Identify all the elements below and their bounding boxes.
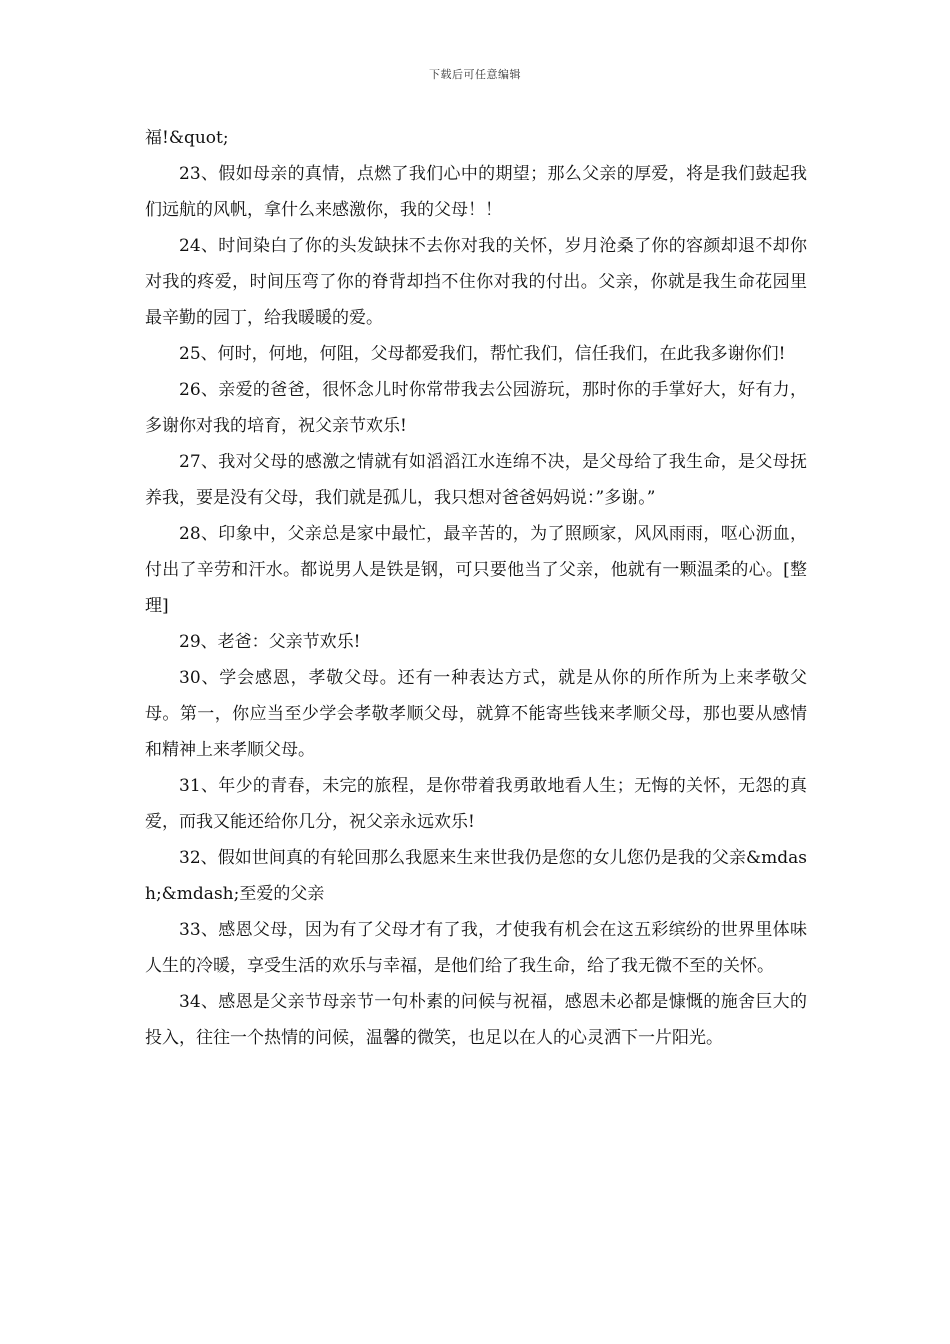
paragraph: 30、学会感恩，孝敬父母。还有一种表达方式，就是从你的所作所为上来孝敬父母。第一，你应当至少学会孝敬孝顺父母，就算不能寄些钱来孝顺父母，那也要从感情和精神上来孝顺父母。 (145, 668, 807, 760)
paragraph: 33、感恩父母，因为有了父母才有了我，才使我有机会在这五彩缤纷的世界里体味人生的冷暖，享受生活的欢乐与幸福，是他们给了我生命，给了我无微不至的关怀。 (145, 920, 807, 976)
paragraph: 25、何时，何地，何阻，父母都爱我们，帮忙我们，信任我们，在此我多谢你们! (179, 344, 786, 364)
paragraph: 福!&quot; (145, 128, 229, 148)
paragraph: 32、假如世间真的有轮回那么我愿来生来世我仍是您的女儿您仍是我的父亲&mdash;&mdash;至爱的父亲 (145, 848, 807, 904)
paragraph: 34、感恩是父亲节母亲节一句朴素的问候与祝福，感恩未必都是慷慨的施舍巨大的投入，往往一个热情的问候，温馨的微笑，也足以在人的心灵洒下一片阳光。 (145, 992, 807, 1048)
page-header: 下载后可任意编辑 (429, 68, 521, 81)
paragraph: 24、时间染白了你的头发缺抹不去你对我的关怀，岁月沧桑了你的容颜却退不却你对我的疼爱，时间压弯了你的脊背却挡不住你对我的付出。父亲，你就是我生命花园里最辛勤的园丁，给我暖暖的爱。 (145, 236, 807, 328)
paragraph: 29、老爸：父亲节欢乐! (179, 632, 361, 652)
document-body (145, 120, 807, 1056)
paragraph: 31、年少的青春，未完的旅程，是你带着我勇敢地看人生；无悔的关怀，无怨的真爱，而我又能还给你几分，祝父亲永远欢乐! (145, 776, 807, 832)
paragraph: 23、假如母亲的真情，点燃了我们心中的期望；那么父亲的厚爱，将是我们鼓起我们远航的风帆，拿什么来感激你，我的父母！！ (145, 164, 807, 220)
paragraph: 26、亲爱的爸爸，很怀念儿时你常带我去公园游玩，那时你的手掌好大，好有力，多谢你对我的培育，祝父亲节欢乐! (145, 380, 807, 436)
paragraph: 28、印象中，父亲总是家中最忙，最辛苦的，为了照顾家，风风雨雨，呕心沥血，付出了辛劳和汗水。都说男人是铁是钢，可只要他当了父亲，他就有一颗温柔的心。[整理] (145, 524, 807, 616)
paragraph: 27、我对父母的感激之情就有如滔滔江水连绵不决，是父母给了我生命，是父母抚养我，要是没有父母，我们就是孤儿，我只想对爸爸妈妈说：”多谢。” (145, 452, 807, 508)
